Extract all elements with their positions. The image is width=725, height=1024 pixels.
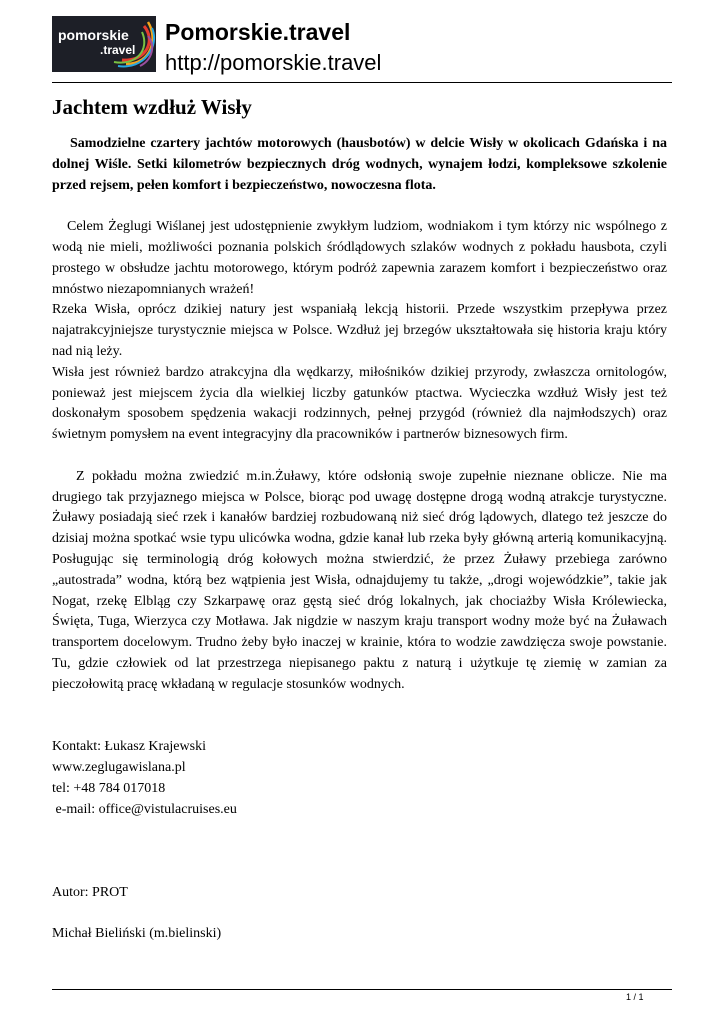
user-line: Michał Bieliński (m.bielinski)	[52, 926, 222, 942]
author-line: Autor: PROT	[52, 884, 128, 900]
logo-main-text: pomorskie	[58, 27, 129, 43]
article-body	[52, 134, 667, 945]
paragraph-intro: Celem Żeglugi Wiślanej jest udostępnienie zwykłym ludziom, wodniakom i tym którzy nic wspólnego z wodą nie mieli, możliwości poznania polskich śródlądowych szlaków wodnych z pokładu hausbota, czyli prostego w obsłudze jachtu motorowego, którym podróż zapewnia zarazem komfort i bezpieczeństwo oraz mnóstwo niezapomnianych wrażeń!	[52, 219, 667, 297]
article-lead: Samodzielne czartery jachtów motorowych (hausbotów) w delcie Wisły w okolicach Gdańska i na dolnej Wiśle. Setki kilometrów bezpiecznych dróg wodnych, wynajem łodzi, kompleksowe szkolenie przed rejsem, pełen komfort i bezpieczeństwo, nowoczesna flota.	[52, 136, 667, 193]
spacer	[52, 903, 667, 924]
footer-divider	[52, 989, 672, 990]
contact-person: Kontakt: Łukasz Krajewski	[52, 739, 206, 755]
site-logo[interactable]	[52, 16, 156, 72]
paragraph-wildlife: Wisła jest również bardzo atrakcyjna dla wędkarzy, miłośników dzikiej przyrody, zwłaszcza ornitologów, ponieważ jest miejscem życia dla wielkiej liczby gatunków ptactwa. Wycieczka wzdłuż Wisły jest też doskonałym sposobem spędzenia wakacji rodzinnych, pełnej przygód (również dla najmłodszych) oraz świetnym pomysłem na event integracyjny dla pracowników i partnerów biznesowych firm.	[52, 364, 667, 443]
spacer	[52, 196, 667, 217]
header-divider	[52, 82, 672, 83]
site-url-link[interactable]: http://pomorskie.travel	[165, 50, 382, 75]
contact-website-link[interactable]: www.zeglugawislana.pl	[52, 759, 186, 775]
spacer	[52, 696, 667, 738]
logo-sub-text: .travel	[100, 43, 136, 57]
paragraph-history: Rzeka Wisła, oprócz dzikiej natury jest wspaniałą lekcją historii. Przede wszystkim przepływa przez najatrakcyjniejsze turystycznie miejsca w Polsce. Wzdłuż jej brzegów ukształtowała się historia kraju który nad nią leży.	[52, 302, 667, 359]
contact-phone: tel: +48 784 017018	[52, 780, 166, 796]
contact-email-link[interactable]: e-mail: office@vistulacruises.eu	[52, 801, 237, 817]
article-title: Jachtem wzdłuż Wisły	[52, 95, 252, 119]
page-number: 1 / 1	[626, 992, 644, 1002]
spacer	[52, 820, 667, 882]
spacer	[52, 446, 667, 467]
paragraph-zulawy: Z pokładu można zwiedzić m.in.Żuławy, które odsłonią swoje zupełnie nieznane oblicze. Nie ma drugiego tak przyjaznego miejsca w Polsce, biorąc pod uwagę dostępne drogą wodną atrakcje turystyczne. Żuławy posiadają sieć rzek i kanałów bardziej rozbudowaną niż sieć dróg lądowych, dlatego też jeszcze do dzisiaj można spotkać wsie typu ulicówka wodna, gdzie kanał lub rzeka były główną arterią komunikacyjną. Posługując się terminologią dróg kołowych można stwierdzić, że przez Żuławy przebiega zarówno „autostrada” wodna, którą bez wątpienia jest Wisła, odnajdujemy tu także, „drogi wojewódzkie”, takie jak Nogat, rzekę Elbląg czy Szkarpawę oraz gęstą sieć dróg lokalnych, jak chociażby Wisła Królewiecka, Święta, Tuga, Wierzyca czy Motława. Jak nigdzie w naszym kraju transport wodny może być na Żuławach transportem docelowym. Trudno żeby było inaczej w krainie, która to wodzie zawdzięcza swoje powstanie. Tu, gdzie człowiek od lat przestrzega niepisanego paktu z naturą i użytkuje tę ziemię w zamian za pieczołowitą pracę wkładaną w regulacje stosunków wodnych.	[52, 468, 667, 692]
site-name: Pomorskie.travel	[165, 19, 351, 45]
